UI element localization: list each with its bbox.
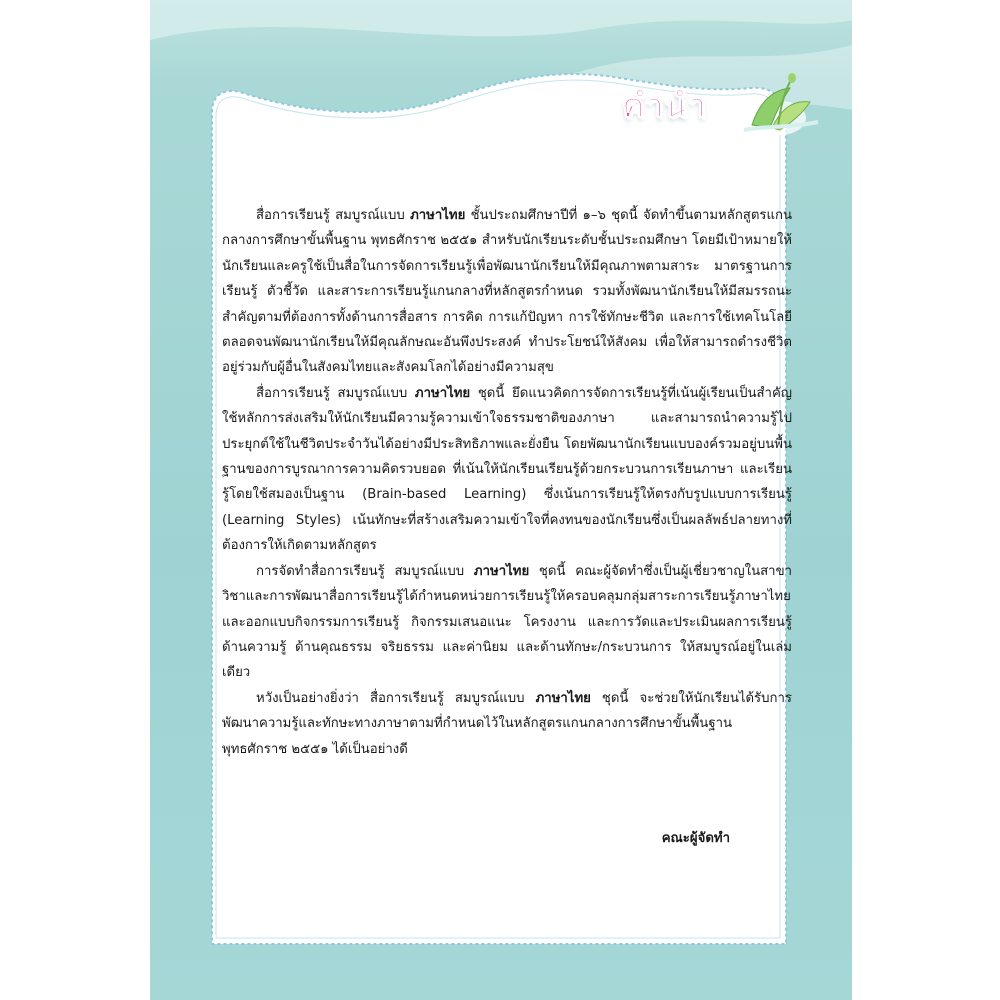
subject-name: ภาษาไทย bbox=[473, 563, 530, 579]
preface-paragraph-3 bbox=[222, 559, 792, 686]
preface-paragraph-1 bbox=[222, 203, 792, 381]
paragraph-text: ชุดนี้ ยึดแนวคิดการจัดการเรียนรู้ที่เน้นผู้เรียนเป็นสำคัญ ใช้หลักการส่งเสริมให้นักเรียนมีความรู้ความเข้าใจธรรมชาติของภาษา และสามารถนำความรู้ไปประยุกต์ใช้ในชีวิตประจำวันได้อย่างมีประสิทธิภาพและยั่งยืน โดยพัฒนานักเรียนแบบองค์รวมอยู่บนพื้นฐานของการบูรณาการความคิดรวบยอด ที่เน้นให้นักเรียนเรียนรู้ด้วยกระบวนการเรียนภาษา และเรียนรู้โดยใช้สมองเป็นฐาน (Brain-based Learning) ซึ่งเน้นการเรียนรู้ให้ตรงกับรูปแบบการเรียนรู้ (Learning Styles) เน้นทักษะที่สร้างเสริมความเข้าใจที่คงทนของนักเรียนซึ่งเป็นผลลัพธ์ปลายทางที่ต้องการให้เกิดตามหลักสูตร bbox=[222, 385, 792, 554]
paragraph-text: ชั้นประถมศึกษาปีที่ ๑–๖ ชุดนี้ จัดทำขึ้นตามหลักสูตรแกนกลางการศึกษาขั้นพื้นฐาน พุทธศักราช ๒๕๕๑ สำหรับนักเรียนระดับชั้นประถมศึกษา โดยมีเป้าหมายให้นักเรียนและครูใช้เป็นสื่อในการจัดการเรียนรู้เพื่อพัฒนานักเรียนให้มีคุณภาพตามสาระ มาตรฐานการเรียนรู้ ตัวชี้วัด และสาระการเรียนรู้แกนกลางที่หลักสูตรกำหนด รวมทั้งพัฒนานักเรียนให้มีสมรรถนะสำคัญตามที่ต้องการทั้งด้านการสื่อสาร การคิด การแก้ปัญหา การใช้ทักษะชีวิต และการใช้เทคโนโลยี ตลอดจนพัฒนานักเรียนให้มีคุณลักษณะอันพึงประสงค์ ทำประโยชน์ให้สังคม เพื่อให้สามารถดำรงชีวิตอยู่ร่วมกับผู้อื่นในสังคมไทยและสังคมโลกได้อย่างมีความสุข bbox=[222, 208, 792, 376]
background-swoosh bbox=[150, 0, 852, 40]
preface-body bbox=[222, 203, 792, 762]
subject-name: ภาษาไทย bbox=[410, 208, 466, 223]
book-page bbox=[150, 0, 852, 1000]
subject-name: ภาษาไทย bbox=[535, 690, 591, 706]
paragraph-text: การจัดทำสื่อการเรียนรู้ สมบูรณ์แบบ bbox=[256, 563, 474, 579]
preface-paragraph-2 bbox=[222, 381, 792, 559]
paragraph-text: หวังเป็นอย่างยิ่งว่า สื่อการเรียนรู้ สมบูรณ์แบบ bbox=[256, 690, 536, 706]
paragraph-text: ชุดนี้ จะช่วยให้นักเรียนได้รับการพัฒนาความรู้และทักษะทางภาษาตามที่กำหนดไว้ในหลักสูตรแกนกลางการศึกษาขั้นพื้นฐาน พุทธศักราช ๒๕๕๑ ได้เป็นอย่างดี bbox=[222, 690, 792, 757]
page-title: คำนำ bbox=[622, 86, 707, 126]
paragraph-text: สื่อการเรียนรู้ สมบูรณ์แบบ bbox=[256, 385, 415, 401]
preface-paragraph-4 bbox=[222, 686, 792, 762]
paragraph-text: ชุดนี้ คณะผู้จัดทำซึ่งเป็นผู้เชี่ยวชาญในสาขาวิชาและการพัฒนาสื่อการเรียนรู้ได้กำหนดหน่วยการเรียนรู้ให้ครอบคลุมกลุ่มสาระการเรียนรู้ภาษาไทย และออกแบบกิจกรรมการเรียนรู้ กิจกรรมเสนอแนะ โครงงาน และการวัดและประเมินผลการเรียนรู้ด้านความรู้ ด้านคุณธรรม จริยธรรม และค่านิยม และด้านทักษะ/กระบวนการ ให้สมบูรณ์อยู่ในเล่มเดียว bbox=[222, 563, 792, 681]
author-signature: คณะผู้จัดทำ bbox=[661, 831, 730, 846]
subject-name: ภาษาไทย bbox=[414, 385, 471, 401]
paragraph-text: สื่อการเรียนรู้ สมบูรณ์แบบ bbox=[256, 208, 411, 223]
leaf-sprout-icon bbox=[730, 70, 830, 140]
